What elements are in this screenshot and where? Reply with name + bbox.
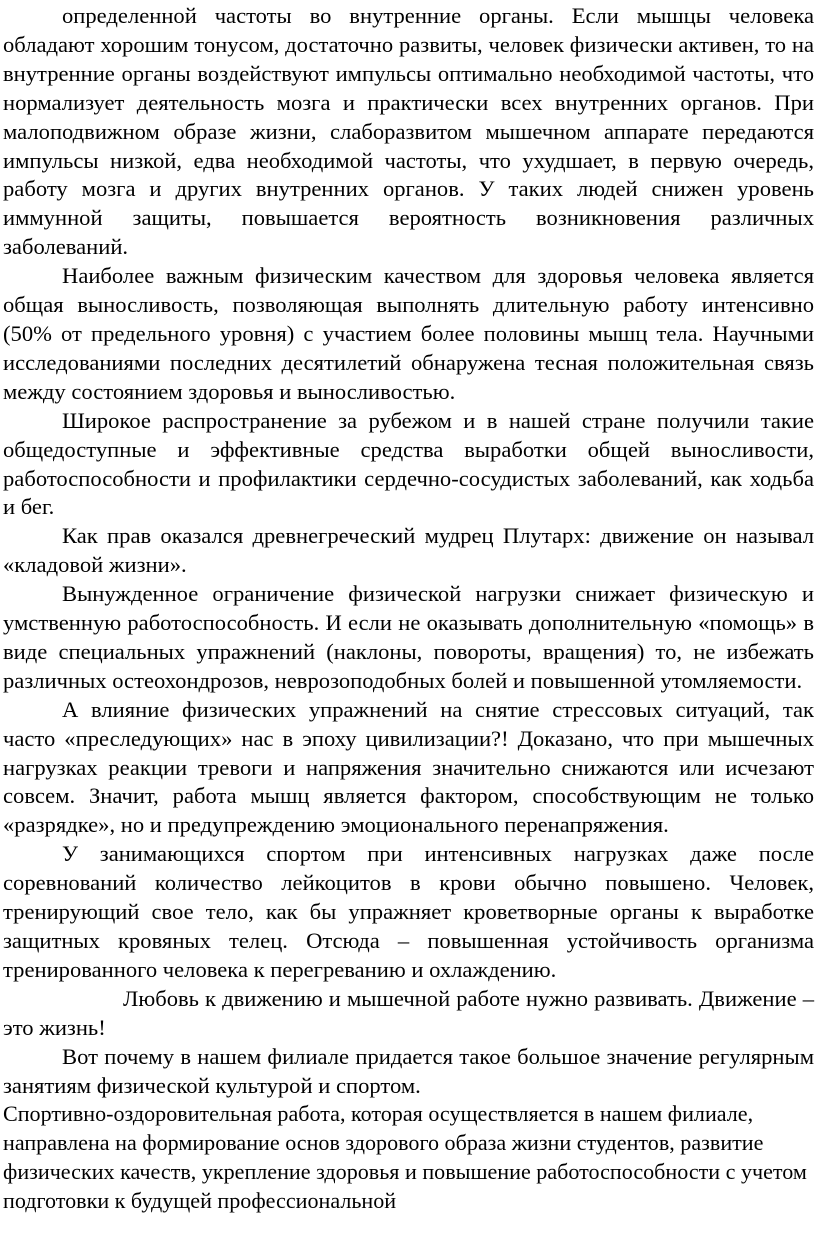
paragraph-walking-running: Широкое распространение за рубежом и в нашей стране получили такие общедоступные и эффективные средства выработки общей выносливости, работоспособности и профилактики сердечно-сосудистых заболеваний, как ходьба и бег. (3, 407, 814, 520)
paragraph-muscle-tonus: определенной частоты во внутренние органы. Если мышцы человека обладают хорошим тонусом, достаточно развиты, человек физически активен, то на внутренние органы воздействуют импульсы оптимально необходимой частоты, что нормализует деятельность мозга и практически всех внутренних органов. При малоподвижном образе жизни, слаборазвитом мышечном аппарате передаются импульсы низкой, едва необходимой частоты, что ухудшает, в первую очередь, работу мозга и других внутренних органов. У таких людей снижен уровень иммунной защиты, повышается вероятность возникновения различных заболеваний. (3, 3, 814, 260)
paragraph-load-restriction: Вынужденное ограничение физической нагрузки снижает физическую и умственную работоспособность. И если не оказывать дополнительную «помощь» в виде специальных упражнений (наклоны, повороты, вращения) то, не избежать различных остеохондрозов, неврозоподобных болей и повышенной утомляемости. (3, 581, 814, 693)
paragraph-plutarch: Как прав оказался древнегреческий мудрец Плутарх: движение он называл «кладовой жизни». (3, 523, 814, 578)
paragraph-leukocytes: У занимающихся спортом при интенсивных нагрузках даже после соревнований количество лейкоцитов в крови обычно повышено. Человек, тренирующий свое тело, как бы упражняет кроветворные органы к выработке защитных кровяных телец. Отсюда – повышенная устойчивость организма тренированного человека к перегреванию и охлаждению. (3, 841, 814, 982)
paragraph-endurance: Наиболее важным физическим качеством для здоровья человека является общая выносливость, позволяющая выполнять длительную работу интенсивно (50% от предельного уровня) с участием более половины мышц тела. Научными исследованиями последних десятилетий обнаружена тесная положительная связь между состоянием здоровья и выносливостью. (3, 263, 814, 404)
paragraph-branch-importance: Вот почему в нашем филиале придается такое большое значение регулярным занятиям физической культурой и спортом. (3, 1043, 814, 1098)
paragraph-sports-work: Спортивно-оздоровительная работа, которая осуществляется в нашем филиале, направлена на формирование основ здорового образа жизни студентов, развитие физических качеств, укрепление здоровья и повышение работоспособности с учетом подготовки к будущей профессиональной (3, 1101, 807, 1214)
paragraph-movement-is-life: Любовь к движению и мышечной работе нужно развивать. Движение – это жизнь! (3, 985, 814, 1040)
paragraph-stress: А влияние физических упражнений на снятие стрессовых ситуаций, так часто «преследующих» нас в эпоху цивилизации?! Доказано, что при мышечных нагрузках реакции тревоги и напряжения значительно снижаются или исчезают совсем. Значит, работа мышц является фактором, способствующим не только «разрядке», но и предупреждению эмоционального перенапряжения. (3, 696, 814, 838)
